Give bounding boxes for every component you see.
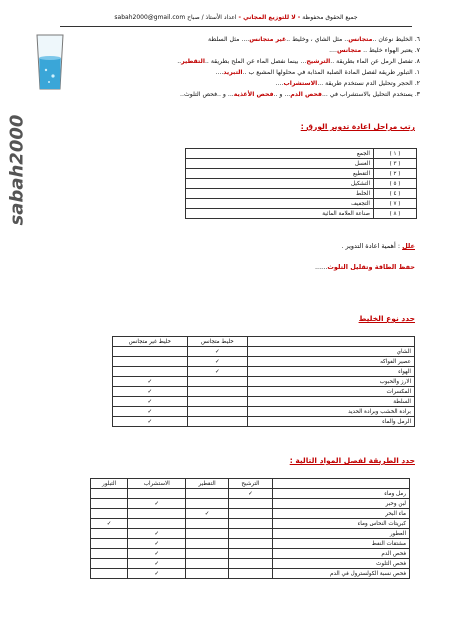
check-mark: [91, 499, 128, 509]
question-suffix: ... و ..فحص التلوث..: [180, 91, 234, 98]
check-mark: [128, 489, 186, 499]
material-label: العطور: [273, 529, 410, 539]
check-mark: [186, 559, 229, 569]
table-row: [113, 377, 415, 387]
table-row: [186, 179, 417, 189]
check-mark: ✓: [113, 417, 188, 427]
column-header: [248, 337, 415, 347]
check-mark: ✓: [128, 499, 186, 509]
recycling-steps-table: [185, 148, 417, 219]
check-mark: ✓: [113, 407, 188, 417]
explain-question: [341, 242, 415, 250]
check-mark: [113, 357, 188, 367]
material-label: فحص نسبة الكولسترول في الدم: [273, 569, 410, 579]
table-row: [186, 169, 417, 179]
check-mark: ✓: [186, 509, 229, 519]
explain-text: : أهمية اعادة التدوير .: [341, 242, 401, 250]
separation-method-table: [90, 478, 410, 579]
material-label: كبريتات النحاس وماء: [273, 519, 410, 529]
column-header: التقطير: [186, 479, 229, 489]
table-row: [186, 149, 417, 159]
check-mark: [128, 519, 186, 529]
question-a: الاستشراب: [283, 80, 318, 87]
table-row: [186, 189, 417, 199]
question-suffix: .... مثل السلطة: [207, 36, 250, 43]
question-mid: .. مثل الشاي ، وخليط ..: [286, 36, 349, 43]
header-highlight: - لا للتوزيع المجاني -: [238, 14, 301, 21]
question-line: [80, 89, 420, 100]
table-row: [91, 489, 410, 499]
check-mark: [187, 407, 247, 417]
check-mark: [113, 367, 188, 377]
table-row: [113, 397, 415, 407]
check-mark: [186, 539, 229, 549]
check-mark: [91, 539, 128, 549]
table-row: [91, 549, 410, 559]
question-b: غير متجانس: [249, 36, 287, 43]
table-row: [113, 407, 415, 417]
check-mark: ✓: [113, 377, 188, 387]
table-row: [113, 417, 415, 427]
question-prefix: ٢. الحجر وتحليل الدم نستخدم طريقة ...: [317, 80, 420, 87]
column-header: الاستشراب: [128, 479, 186, 489]
column-header: خليط متجانس: [187, 337, 247, 347]
check-mark: ✓: [113, 387, 188, 397]
question-suffix: ..: [177, 58, 182, 65]
material-label: فحص الدم: [273, 549, 410, 559]
water-glass-icon: [34, 32, 66, 92]
table-row: [113, 347, 415, 357]
check-mark: [91, 509, 128, 519]
column-header: [273, 479, 410, 489]
question-suffix: ....: [215, 69, 224, 76]
mixture-label: برادة الخشب وبرادة الحديد: [248, 407, 415, 417]
check-mark: ✓: [113, 397, 188, 407]
check-mark: [91, 489, 128, 499]
step-label: الخلط: [186, 189, 374, 199]
question-line: [80, 45, 420, 56]
mixture-label: الرمل والماء: [248, 417, 415, 427]
step-label: التجفيف: [186, 199, 374, 209]
material-label: ماء البحر: [273, 509, 410, 519]
step-number: ( ٤ ): [374, 189, 417, 199]
check-mark: [91, 569, 128, 579]
check-mark: ✓: [128, 569, 186, 579]
check-mark: [128, 509, 186, 519]
check-mark: ✓: [187, 347, 247, 357]
material-label: لبن وحبر: [273, 499, 410, 509]
question-suffix: ....: [275, 80, 284, 87]
question-line: [80, 56, 420, 67]
check-mark: [186, 529, 229, 539]
table-row: [186, 159, 417, 169]
material-label: مشتقات النفط: [273, 539, 410, 549]
question-a: التبريد: [223, 69, 243, 76]
check-mark: [113, 347, 188, 357]
step-label: التقطيع: [186, 169, 374, 179]
question-prefix: ٣. يستخدم التحليل بالاستشراب في ...: [321, 91, 420, 98]
question-a: متجانس: [336, 47, 362, 54]
check-mark: [228, 569, 272, 579]
check-mark: [187, 397, 247, 407]
check-mark: ✓: [91, 519, 128, 529]
question-line: [80, 78, 420, 89]
check-mark: ✓: [228, 489, 272, 499]
table-row: [91, 499, 410, 509]
section-separation-title: حدد الطريقة لفصل المواد التالية :: [289, 456, 415, 465]
question-prefix: ٧. يعتبر الهواء خليط ..: [361, 47, 420, 54]
check-mark: [228, 549, 272, 559]
question-a: الترشيح: [306, 58, 331, 65]
table-row: [113, 357, 415, 367]
step-number: ( ٢ ): [374, 169, 417, 179]
step-number: ( ٧ ): [374, 199, 417, 209]
check-mark: [186, 499, 229, 509]
table-row: [113, 367, 415, 377]
question-prefix: ٨. تفصل الرمل عن الماء بطريقة ..: [330, 58, 420, 65]
step-label: صناعة العلامة المائية: [186, 209, 374, 219]
question-line: [80, 34, 420, 45]
page-header: [60, 14, 412, 27]
question-mid: ... بينما نفصل الماء عن الملح بطريقة ..: [204, 58, 307, 65]
check-mark: [186, 549, 229, 559]
table-row: [186, 199, 417, 209]
step-label: الغسل: [186, 159, 374, 169]
mixture-label: الهواء: [248, 367, 415, 377]
watermark: [2, 95, 32, 245]
step-number: ( ١ ): [374, 149, 417, 159]
check-mark: [228, 539, 272, 549]
explain-answer-text: حفظ الطاقة وتقليل التلوث: [327, 263, 415, 271]
check-mark: ✓: [128, 529, 186, 539]
check-mark: ✓: [187, 367, 247, 377]
question-a: فحص الدم: [290, 91, 322, 98]
check-mark: [186, 569, 229, 579]
table-row: [91, 569, 410, 579]
watermark-text: sabah2000: [6, 114, 28, 226]
table-row: [91, 529, 410, 539]
check-mark: [228, 519, 272, 529]
check-mark: [228, 559, 272, 569]
check-mark: ✓: [128, 549, 186, 559]
question-line: [80, 67, 420, 78]
table-header-row: [113, 337, 415, 347]
check-mark: ✓: [128, 559, 186, 569]
question-b: فحص الأغذية: [233, 91, 274, 98]
check-mark: [187, 377, 247, 387]
material-label: رمل وماء: [273, 489, 410, 499]
check-mark: [187, 417, 247, 427]
check-mark: [186, 519, 229, 529]
header-author: اعداد الأستاذ / صباح sabah2000@gmail.com: [114, 14, 237, 21]
step-label: الجمع: [186, 149, 374, 159]
check-mark: [187, 387, 247, 397]
mixture-label: الشاي: [248, 347, 415, 357]
table-row: [91, 539, 410, 549]
check-mark: [228, 509, 272, 519]
table-header-row: [91, 479, 410, 489]
column-header: خليط غير متجانس: [113, 337, 188, 347]
section-mixture-type-title: حدد نوع الخليط: [358, 314, 415, 323]
column-header: التبلور: [91, 479, 128, 489]
table-row: [91, 509, 410, 519]
explain-answer-dots: ......: [314, 263, 328, 271]
mixture-label: عصير الفواكه: [248, 357, 415, 367]
question-suffix: ....: [329, 47, 337, 54]
header-rights: جميع الحقوق محفوظة: [302, 14, 358, 21]
table-row: [186, 209, 417, 219]
check-mark: [91, 549, 128, 559]
question-a: متجانس: [348, 36, 373, 43]
explain-answer: [315, 263, 415, 271]
check-mark: [186, 489, 229, 499]
step-number: ( ٥ ): [374, 179, 417, 189]
mixture-type-table: [112, 336, 415, 427]
question-mid: ... و ..: [273, 91, 291, 98]
check-mark: [228, 499, 272, 509]
check-mark: [91, 529, 128, 539]
check-mark: ✓: [187, 357, 247, 367]
mixture-label: السلطة: [248, 397, 415, 407]
check-mark: ✓: [128, 539, 186, 549]
section-paper-recycling-title: رتب مراحل اعادة تدوير الورق :: [300, 122, 415, 131]
question-prefix: ٦. الخليط نوعان ..: [372, 36, 420, 43]
check-mark: [91, 559, 128, 569]
table-row: [91, 519, 410, 529]
mixture-label: الارز والحبوب: [248, 377, 415, 387]
table-row: [113, 387, 415, 397]
question-list: [80, 34, 420, 100]
mixture-label: المكسرات: [248, 387, 415, 397]
explain-label: علل: [402, 242, 415, 250]
check-mark: [228, 529, 272, 539]
step-number: ( ٣ ): [374, 159, 417, 169]
table-row: [91, 559, 410, 569]
step-number: ( ٨ ): [374, 209, 417, 219]
material-label: فحص التلوث: [273, 559, 410, 569]
step-label: التشكيل: [186, 179, 374, 189]
question-b: التقطير: [181, 58, 205, 65]
question-prefix: ١. التبلور طريقة لفصل المادة الصلبة المذابة في محلولها المشبع ب ..: [242, 69, 420, 76]
column-header: الترشيح: [228, 479, 272, 489]
